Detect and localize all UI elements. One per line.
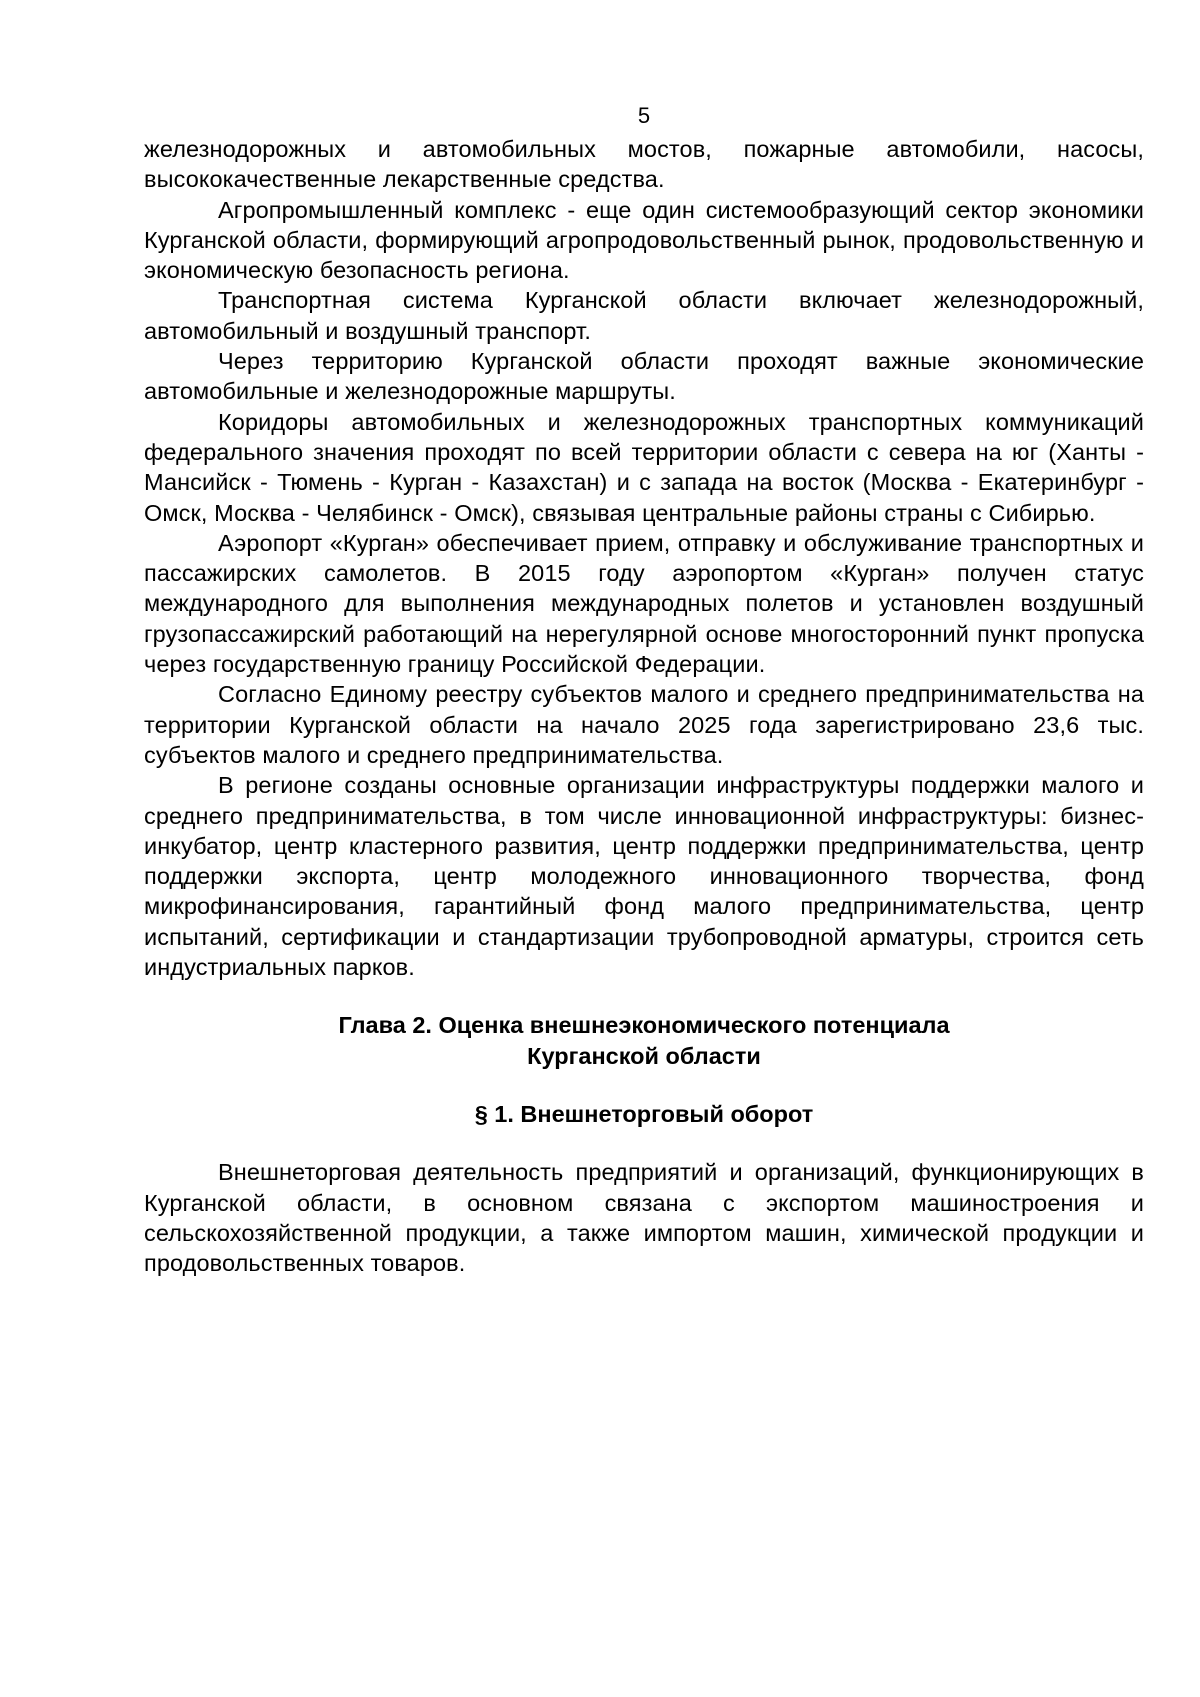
paragraph: Согласно Единому реестру субъектов малого и среднего предпринимательства на территории Курганской области на начало 2025 года зарегистрировано 23,6 тыс. субъектов малого и среднего предпринимательства.: [144, 681, 1144, 768]
paragraph: железнодорожных и автомобильных мостов, пожарные автомобили, насосы, высококачественные лекарственные средства.: [144, 136, 1144, 193]
paragraph: В регионе созданы основные организации инфраструктуры поддержки малого и среднего предпринимательства, в том числе инновационной инфраструктуры: бизнес-инкубатор, центр кластерного развития, центр поддержки предпринимательства, центр поддержки экспорта, центр молодежного инновационного творчества, фонд микрофинансирования, гарантийный фонд малого предпринимательства, центр испытаний, сертификации и стандартизации трубопроводной арматуры, строится сеть индустриальных парков.: [144, 772, 1144, 981]
paragraph: Аэропорт «Курган» обеспечивает прием, отправку и обслуживание транспортных и пассажирских самолетов. В 2015 году аэропортом «Курган» получен статус международного для выполнения международных полетов и установлен воздушный грузопассажирский работающий на нерегулярной основе многосторонний пункт пропуска через государственную границу Российской Федерации.: [144, 529, 1144, 678]
paragraph: Внешнеторговая деятельность предприятий и организаций, функционирующих в Курганской области, в основном связана с экспортом машиностроения и сельскохозяйственной продукции, а также импортом машин, химической продукции и продовольственных товаров.: [144, 1159, 1144, 1277]
page-number: 5: [637, 103, 651, 128]
section-heading: § 1. Внешнеторговый оборот: [474, 1100, 814, 1127]
body-text-top: [144, 134, 1144, 982]
paragraph: Агропромышленный комплекс - еще один системообразующий сектор экономики Курганской области, формирующий агропродовольственный рынок, продовольственную и экономическую безопасность региона.: [144, 196, 1144, 284]
paragraph: Коридоры автомобильных и железнодорожных транспортных коммуникаций федерального значения проходят по всей территории области с севера на юг (Ханты - Мансийск - Тюмень - Курган - Казахстан) и с запада на восток (Москва - Екатеринбург - Омск, Москва - Челябинск - Омск), связывая центральные районы страны с Сибирью.: [144, 408, 1144, 526]
chapter-heading: [144, 1010, 1144, 1071]
body-text-bottom: [144, 1157, 1144, 1278]
chapter-heading-line-2: Курганской области: [527, 1042, 761, 1069]
document-page: [144, 104, 1144, 1278]
paragraph: Транспортная система Курганской области включает железнодорожный, автомобильный и воздушный транспорт.: [144, 287, 1144, 344]
paragraph: Через территорию Курганской области проходят важные экономические автомобильные и железнодорожные маршруты.: [144, 348, 1144, 405]
chapter-heading-line-1: Глава 2. Оценка внешнеэкономического потенциала: [338, 1012, 950, 1039]
